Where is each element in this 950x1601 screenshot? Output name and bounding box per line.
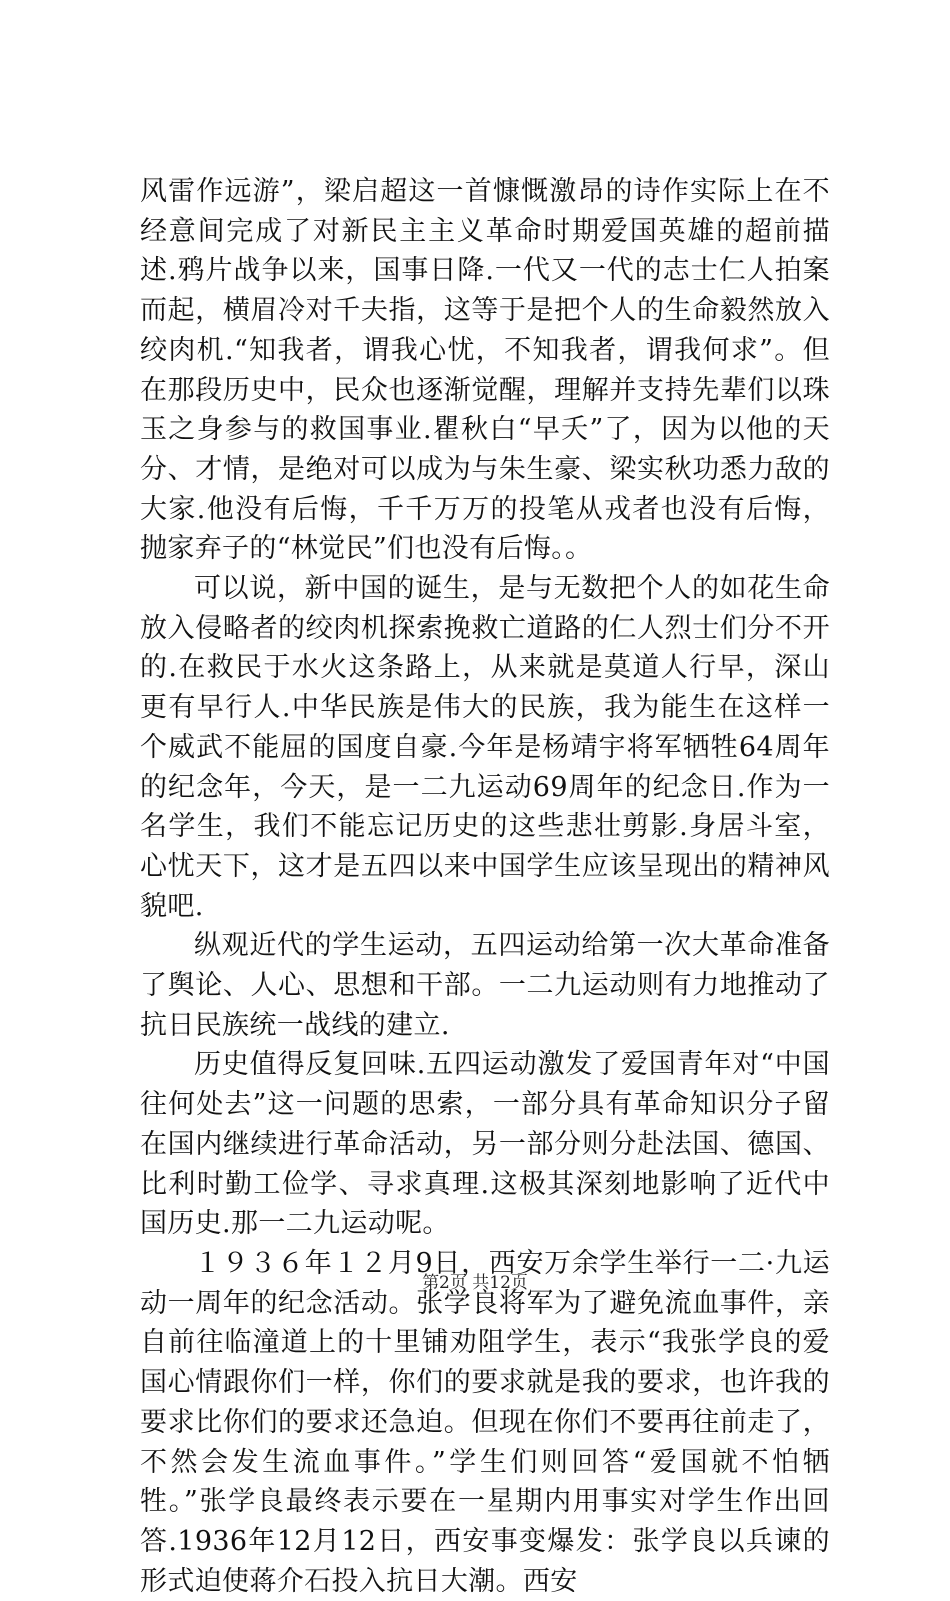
paragraph-4: 历史值得反复回味.五四运动激发了爱国青年对“中国往何处去”这一问题的思索，一部分具有革命知识分子留在国内继续进行革命活动，另一部分则分赴法国、德国、比利时勤工俭学、寻求真理.这极其深刻地影响了近代中国历史.那一二九运动呢。 [140, 1049, 830, 1240]
paragraph-5: １９３６年１２月9日，西安万余学生举行一二·九运动一周年的纪念活动。张学良将军为了避免流血事件，亲自前往临潼道上的十里铺劝阻学生，表示“我张学良的爱国心情跟你们一样，你们的要求就是我的要求，也许我的要求比你们的要求还急迫。但现在你们不要再往前走了，不然会发生流血事件。”学生们则回答“爱国就不怕牺牲。”张学良最终表示要在一星期内用事实对学生作出回答.1936年12月12日，西安事变爆发：张学良以兵谏的形式迫使蒋介石投入抗日大潮。西安 [140, 1247, 830, 1597]
page-footer: 第2页 共12页 [422, 1273, 528, 1293]
paragraph-3: 纵观近代的学生运动，五四运动给第一次大革命准备了舆论、人心、思想和干部。一二九运动则有力地推动了抗日民族统一战线的建立. [140, 930, 830, 1041]
paragraph-1: 风雷作远游”，梁启超这一首慷慨激昂的诗作实际上在不经意间完成了对新民主主义革命时期爱国英雄的超前描述.鸦片战争以来，国事日降.一代又一代的志士仁人拍案而起，横眉冷对千夫指，这等于是把个人的生命毅然放入绞肉机.“知我者，谓我心忧，不知我者，谓我何求”。但在那段历史中，民众也逐渐觉醒，理解并支持先辈们以珠玉之身参与的救国事业.瞿秋白“早夭”了，因为以他的天分、才情，是绝对可以成为与朱生豪、梁实秋功悉力敌的大家.他没有后悔，千千万万的投笔从戎者也没有后悔，抛家弃子的“林觉民”们也没有后悔。。 [140, 176, 830, 565]
document-body [140, 172, 830, 1601]
paragraph-2: 可以说，新中国的诞生，是与无数把个人的如花生命放入侵略者的绞肉机探索挽救亡道路的仁人烈士们分不开的.在救民于水火这条路上，从来就是莫道人行早，深山更有早行人.中华民族是伟大的民族，我为能生在这样一个威武不能屈的国度自豪.今年是杨靖宇将军牺牲64周年的纪念年，今天，是一二九运动69周年的纪念日.作为一名学生，我们不能忘记历史的这些悲壮剪影.身居斗室，心忧天下，这才是五四以来中国学生应该呈现出的精神风貌吧. [140, 573, 830, 922]
